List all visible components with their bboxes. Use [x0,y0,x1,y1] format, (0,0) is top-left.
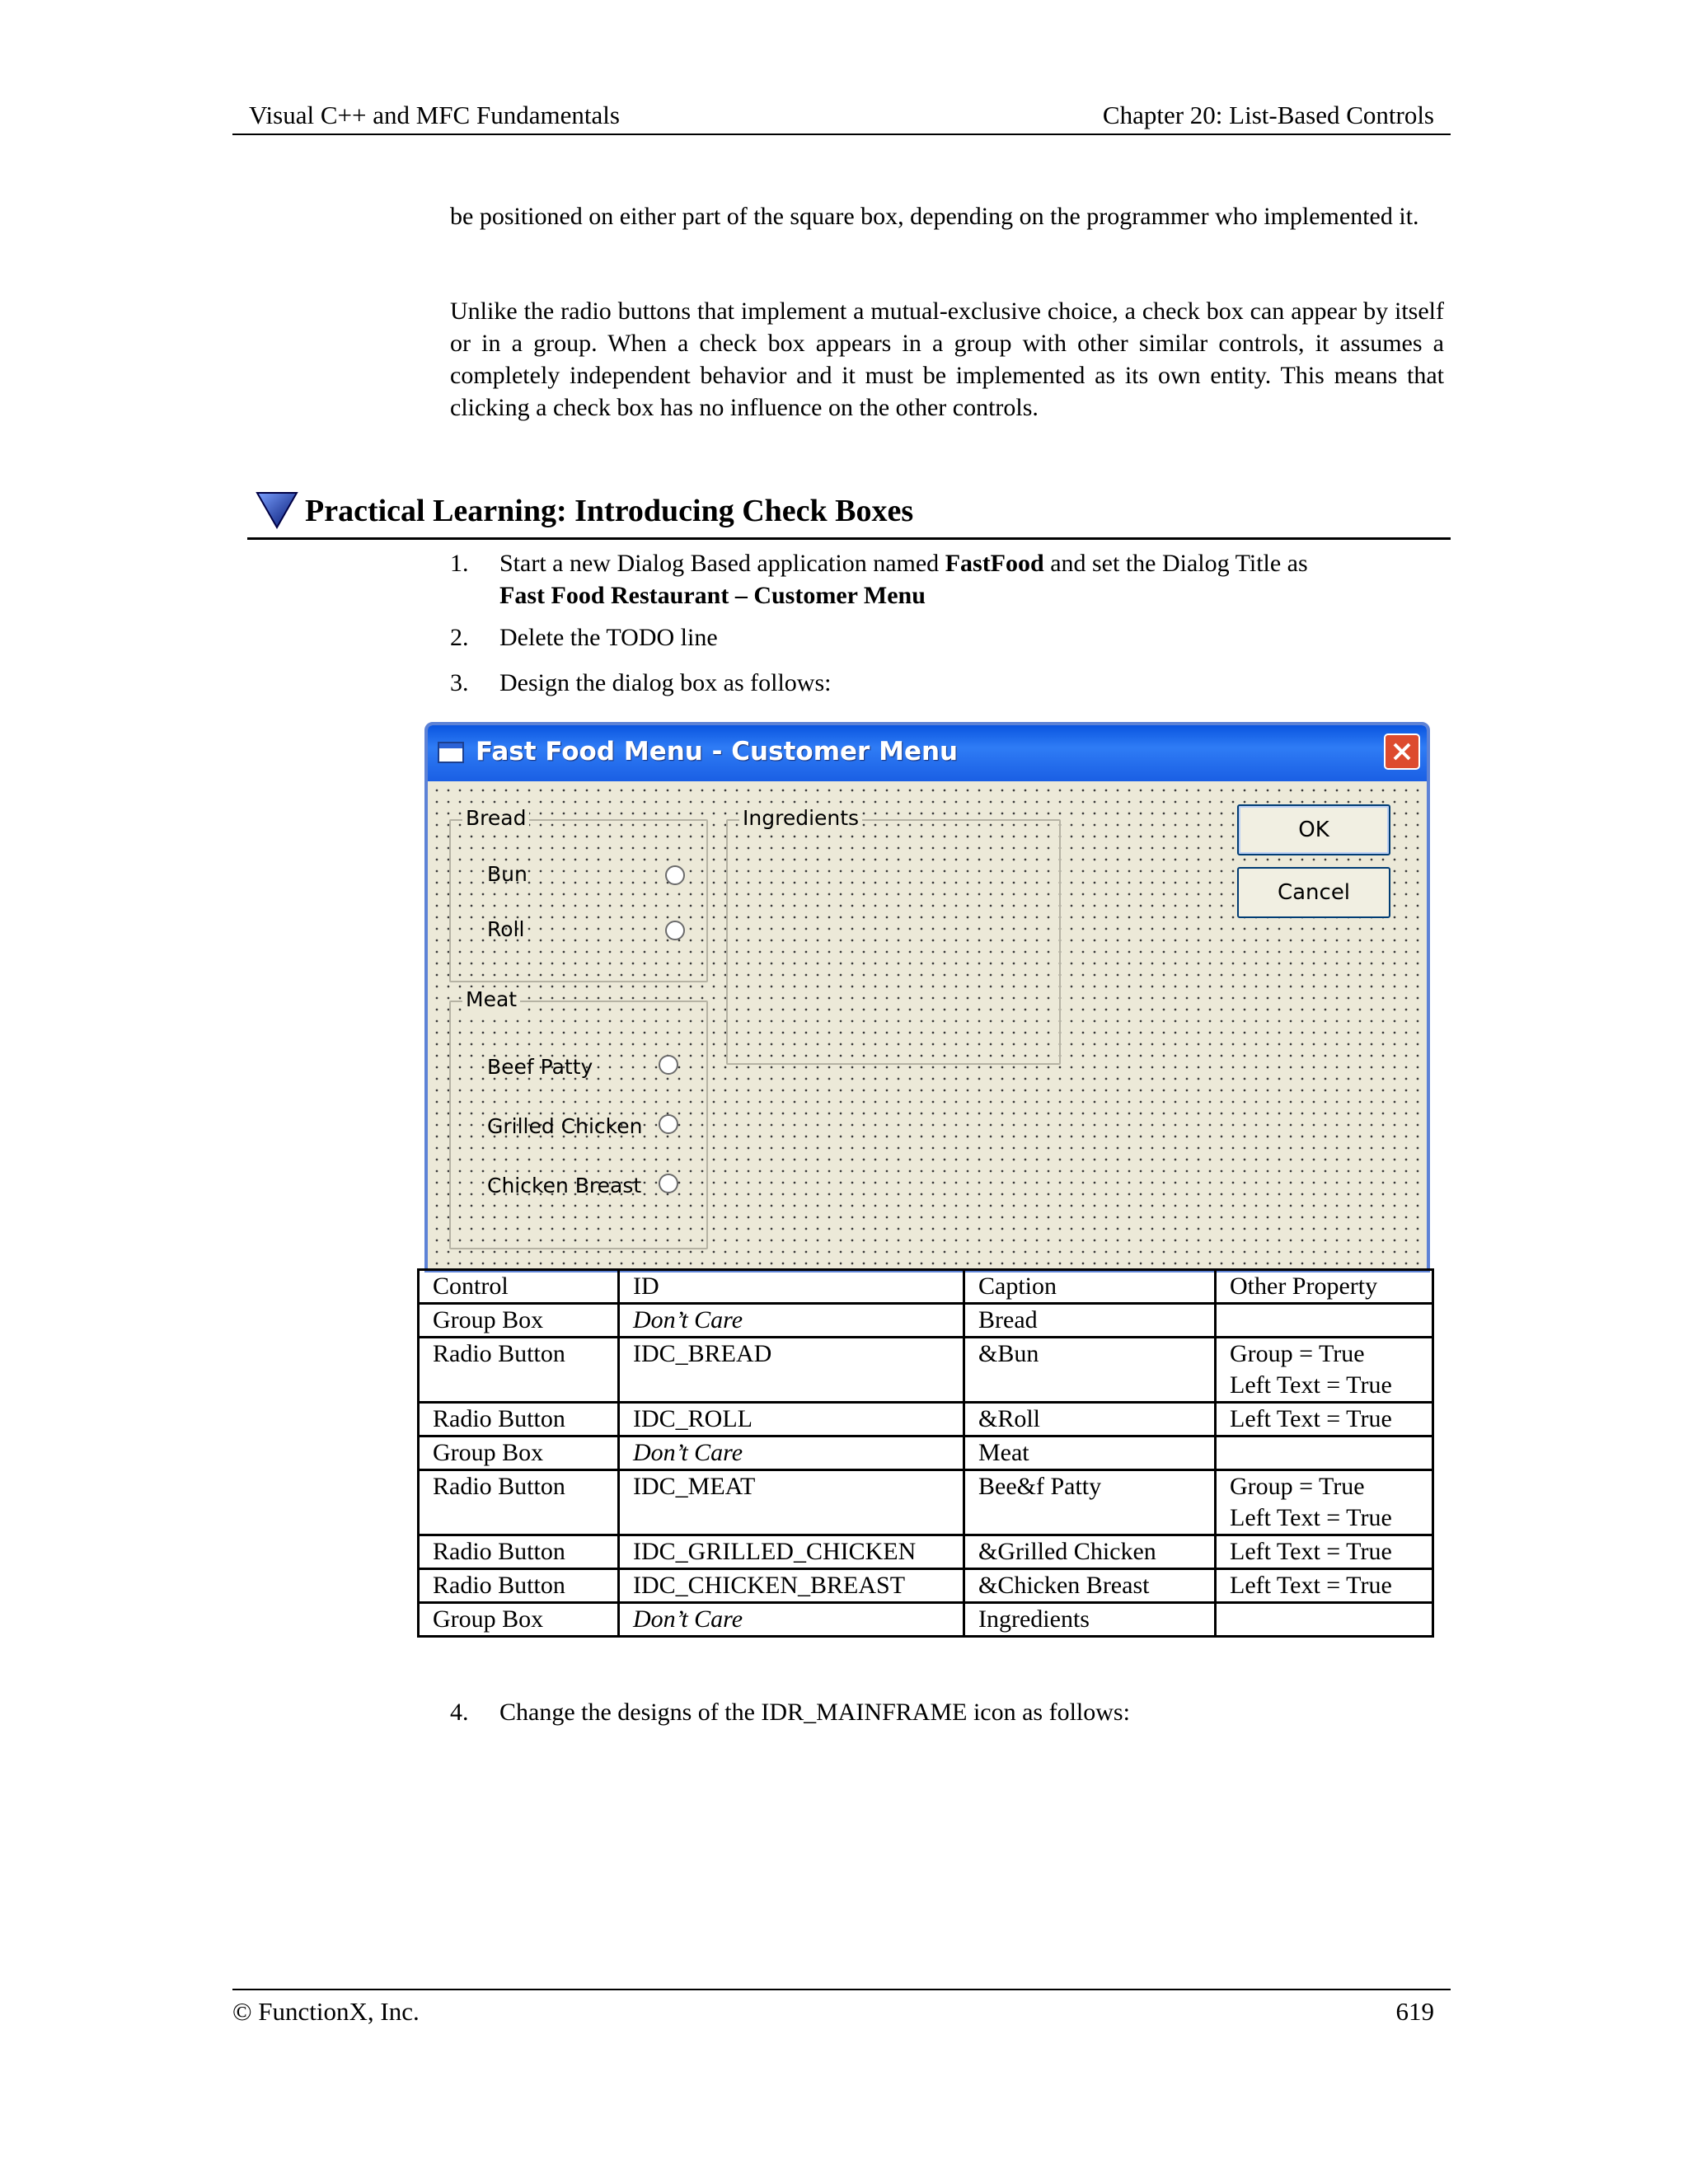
group-caption: Meat [462,987,520,1011]
id-cell: IDC_ROLL [619,1403,964,1436]
close-icon [1392,742,1412,762]
caption-cell: &Roll [964,1403,1216,1436]
control-cell: Radio Button [419,1535,619,1569]
page-header [232,101,1451,135]
dialog-title-value: Fast Food Restaurant – Customer Menu [499,582,926,609]
id-cell: Don’t Care [619,1304,964,1338]
caption-cell: Ingredients [964,1603,1216,1637]
radio-circle[interactable] [665,921,685,940]
id-cell: Don’t Care [619,1436,964,1470]
radio-circle[interactable] [665,865,685,885]
radio-label: Grilled Chicken [487,1114,643,1138]
group-caption: Bread [462,806,529,830]
step-number: 4. [450,1699,469,1726]
dialog-title: Fast Food Menu - Customer Menu [476,737,959,766]
column-header: Control [419,1270,619,1304]
other-property-cell [1216,1603,1433,1637]
control-cell: Group Box [419,1603,619,1637]
ingredients-group-box [726,806,1061,1065]
column-header: Caption [964,1270,1216,1304]
properties-table [417,1268,1434,1638]
step-text: Start a new Dialog Based application named FastFood and set the Dialog Title as Fast Food Restaurant – Customer Menu [499,550,1308,609]
control-cell: Radio Button [419,1338,619,1403]
table-row [419,1569,1433,1603]
radio-circle[interactable] [659,1055,678,1075]
id-cell: Don’t Care [619,1603,964,1637]
table-row [419,1338,1433,1403]
radio-circle[interactable] [659,1174,678,1193]
control-cell: Group Box [419,1436,619,1470]
caption-cell: Meat [964,1436,1216,1470]
step-text: Change the designs of the IDR_MAINFRAME icon as follows: [499,1699,1130,1726]
table-row [419,1470,1433,1535]
table-row [419,1304,1433,1338]
control-cell: Radio Button [419,1569,619,1603]
table-row [419,1603,1433,1637]
column-header: Other Property [1216,1270,1433,1304]
triangle-bullet-icon [254,490,300,531]
paragraph-1: be positioned on either part of the square box, depending on the programmer who implemented it. [450,203,1419,230]
caption-cell: &Chicken Breast [964,1569,1216,1603]
radio-circle[interactable] [659,1114,678,1134]
step-number: 3. [450,669,469,696]
ok-button[interactable]: OK [1237,804,1390,855]
bread-group-box [449,806,708,982]
other-property-cell: Left Text = True [1216,1569,1433,1603]
radio-label: Roll [487,917,525,941]
app-name: FastFood [945,550,1044,577]
page-footer [232,1989,1451,2026]
table-header-row [419,1270,1433,1304]
chicken-breast-radio[interactable] [487,1174,641,1197]
other-property-cell: Group = True Left Text = True [1216,1470,1433,1535]
practical-learning-heading [247,486,1451,540]
group-caption: Ingredients [739,806,862,830]
cancel-button[interactable]: Cancel [1237,867,1390,918]
column-header: ID [619,1270,964,1304]
roll-radio[interactable] [487,917,524,941]
other-property-cell: Left Text = True [1216,1535,1433,1569]
caption-cell: &Grilled Chicken [964,1535,1216,1569]
control-cell: Radio Button [419,1470,619,1535]
meat-group-box [449,987,708,1249]
radio-label: Bun [487,862,528,886]
dialog-titlebar[interactable] [428,725,1427,781]
step-number: 1. [450,550,469,577]
other-property-cell [1216,1436,1433,1470]
radio-label: Chicken Breast [487,1174,642,1197]
paragraph-2: Unlike the radio buttons that implement a mutual-exclusive choice, a check box can appear by itself or in a group. When a check box appears in a group with other similar controls, it assumes a completely independent behavior and it must be implemented as its own entity. This means that clicking a check box has no influence on the other controls. [450,298,1444,421]
section-title: Practical Learning: Introducing Check Boxes [305,494,914,528]
step-text: Delete the TODO line [499,624,718,651]
page-number: 619 [1395,1997,1434,2026]
dialog-client-area [428,781,1427,1269]
close-button[interactable] [1384,733,1420,770]
control-cell: Group Box [419,1304,619,1338]
other-property-cell: Left Text = True [1216,1403,1433,1436]
radio-label: Beef Patty [487,1055,593,1079]
control-cell: Radio Button [419,1403,619,1436]
header-book-title: Visual C++ and MFC Fundamentals [249,101,620,129]
footer-copyright: © FunctionX, Inc. [232,1997,420,2026]
window-icon [438,742,464,763]
caption-cell: &Bun [964,1338,1216,1403]
bun-radio[interactable] [487,862,528,886]
id-cell: IDC_BREAD [619,1338,964,1403]
id-cell: IDC_MEAT [619,1470,964,1535]
beef-patty-radio[interactable] [487,1055,593,1079]
table-row [419,1535,1433,1569]
table-row [419,1403,1433,1436]
id-cell: IDC_CHICKEN_BREAST [619,1569,964,1603]
header-chapter-title: Chapter 20: List-Based Controls [1102,101,1434,129]
other-property-cell: Group = True Left Text = True [1216,1338,1433,1403]
step-text: Design the dialog box as follows: [499,669,832,696]
grilled-chicken-radio[interactable] [487,1114,643,1138]
step-number: 2. [450,624,469,651]
table-row [419,1436,1433,1470]
id-cell: IDC_GRILLED_CHICKEN [619,1535,964,1569]
dialog-window [424,722,1430,1272]
caption-cell: Bread [964,1304,1216,1338]
other-property-cell [1216,1304,1433,1338]
caption-cell: Bee&f Patty [964,1470,1216,1535]
